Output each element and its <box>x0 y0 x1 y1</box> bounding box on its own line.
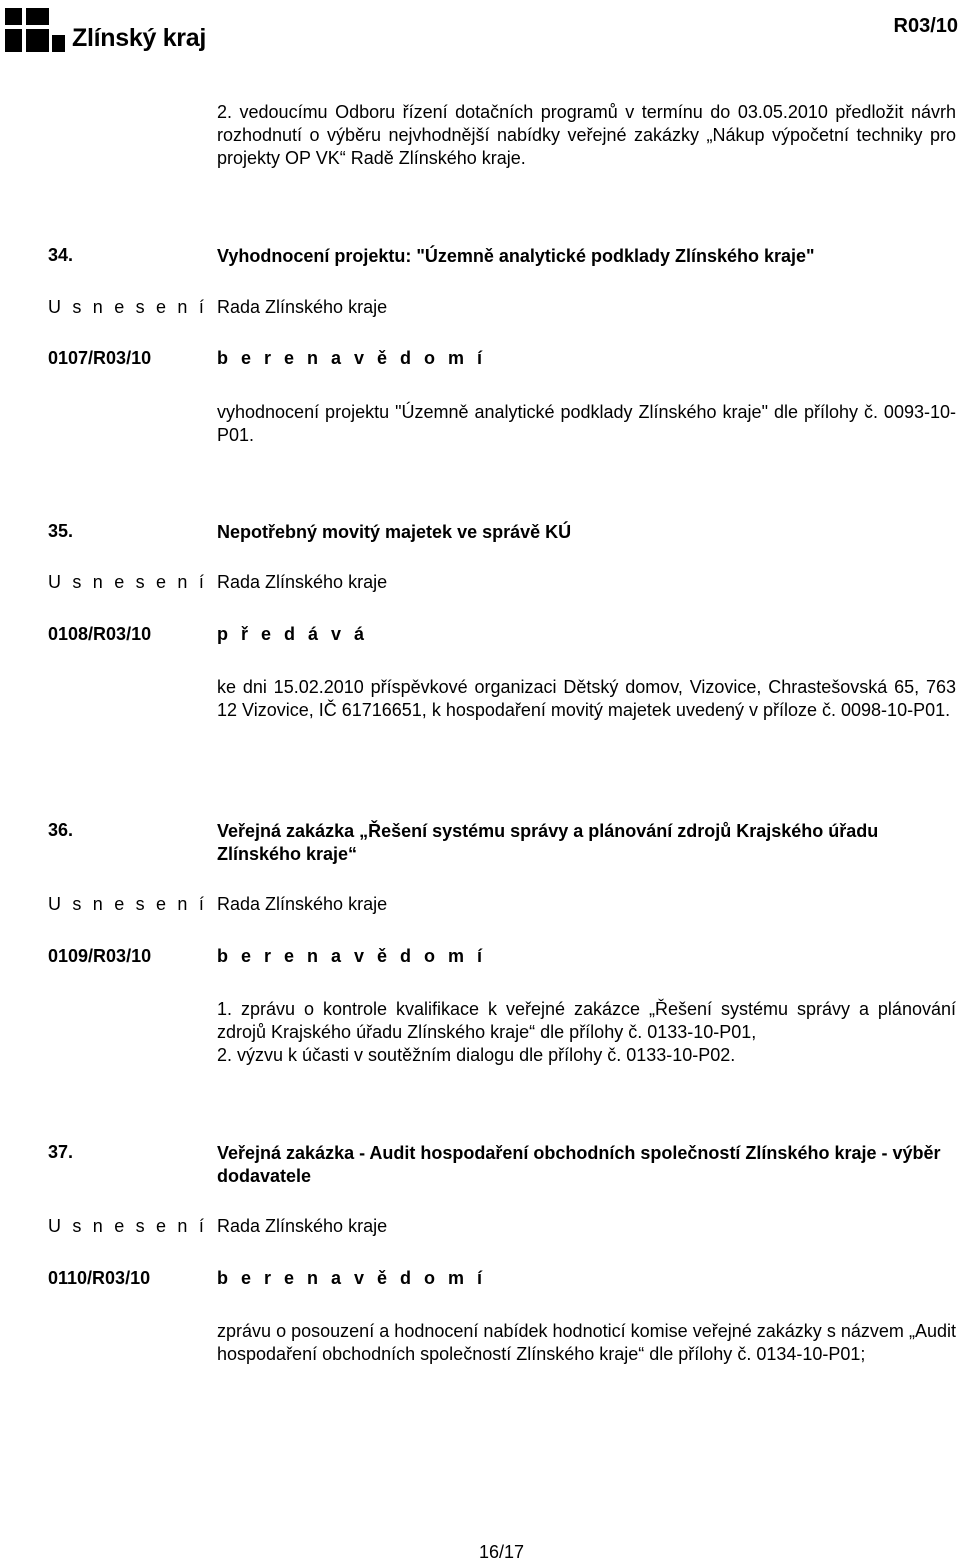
item-number: 35. <box>48 521 74 541</box>
resolution-text: vyhodnocení projektu "Územně analytické podklady Zlínského kraje" dle přílohy č. 0093-10-P01. <box>217 402 956 445</box>
zlinsky-kraj-logo-icon <box>5 8 65 52</box>
resolution-number: 0109/R03/10 <box>48 946 152 966</box>
resolution-verb: p ř e d á v á <box>217 624 369 644</box>
council-name: Rada Zlínského kraje <box>217 297 388 317</box>
resolution-text: 1. zprávu o kontrole kvalifikace k veřejné zakázce „Řešení systému správy a plánování zdrojů Krajského úřadu Zlínského kraje“ dle přílohy č. 0133-10-P01, <box>217 999 956 1042</box>
item-number: 37. <box>48 1142 74 1162</box>
page-number-footer <box>0 1542 960 1563</box>
item-title: Veřejná zakázka „Řešení systému správy a plánování zdrojů Krajského úřadu Zlínského kraje“ <box>217 821 879 864</box>
council-name: Rada Zlínského kraje <box>217 894 388 914</box>
resolution-verb: b e r e n a v ě d o m í <box>217 1268 487 1288</box>
usneseni-label: U s n e s e n í <box>48 1216 208 1236</box>
item-title: Veřejná zakázka - Audit hospodaření obchodních společností Zlínského kraje - výběr dodavatele <box>217 1143 941 1186</box>
document-reference: R03/10 <box>893 15 958 37</box>
page-number: 16/17 <box>478 1542 525 1562</box>
resolution-number: 0108/R03/10 <box>48 624 152 644</box>
resolution-verb: b e r e n a v ě d o m í <box>217 946 487 966</box>
resolution-text: ke dni 15.02.2010 příspěvkové organizaci Dětský domov, Vizovice, Chrastešovská 65, 763 12 Vizovice, IČ 61716651, k hospodaření movitý majetek uvedený v příloze č. 0098-10-P01. <box>217 677 956 720</box>
resolution-number: 0110/R03/10 <box>48 1268 151 1288</box>
intro-paragraph: 2. vedoucímu Odboru řízení dotačních programů v termínu do 03.05.2010 předložit návrh rozhodnutí o výběru nejvhodnější nabídky veřejné zakázky „Nákup výpočetní techniky pro projekty OP VK“ Radě Zlínského kraje. <box>217 102 956 168</box>
logo-text: Zlínský kraj <box>72 24 206 52</box>
usneseni-label: U s n e s e n í <box>48 297 208 317</box>
resolution-text-line2: 2. výzvu k účasti v soutěžním dialogu dle přílohy č. 0133-10-P02. <box>217 1045 736 1065</box>
item-number: 36. <box>48 820 74 840</box>
council-name: Rada Zlínského kraje <box>217 572 388 592</box>
resolution-text: zprávu o posouzení a hodnocení nabídek hodnoticí komise veřejné zakázky s názvem „Audit hospodaření obchodních společností Zlínského kraje“ dle přílohy č. 0134-10-P01; <box>217 1321 956 1364</box>
item-number: 34. <box>48 245 74 265</box>
item-title: Vyhodnocení projektu: "Územně analytické podklady Zlínského kraje" <box>217 246 815 266</box>
usneseni-label: U s n e s e n í <box>48 894 208 914</box>
resolution-number: 0107/R03/10 <box>48 348 152 368</box>
council-name: Rada Zlínského kraje <box>217 1216 388 1236</box>
resolution-verb: b e r e n a v ě d o m í <box>217 348 487 368</box>
item-title: Nepotřebný movitý majetek ve správě KÚ <box>217 522 572 542</box>
usneseni-label: U s n e s e n í <box>48 572 208 592</box>
